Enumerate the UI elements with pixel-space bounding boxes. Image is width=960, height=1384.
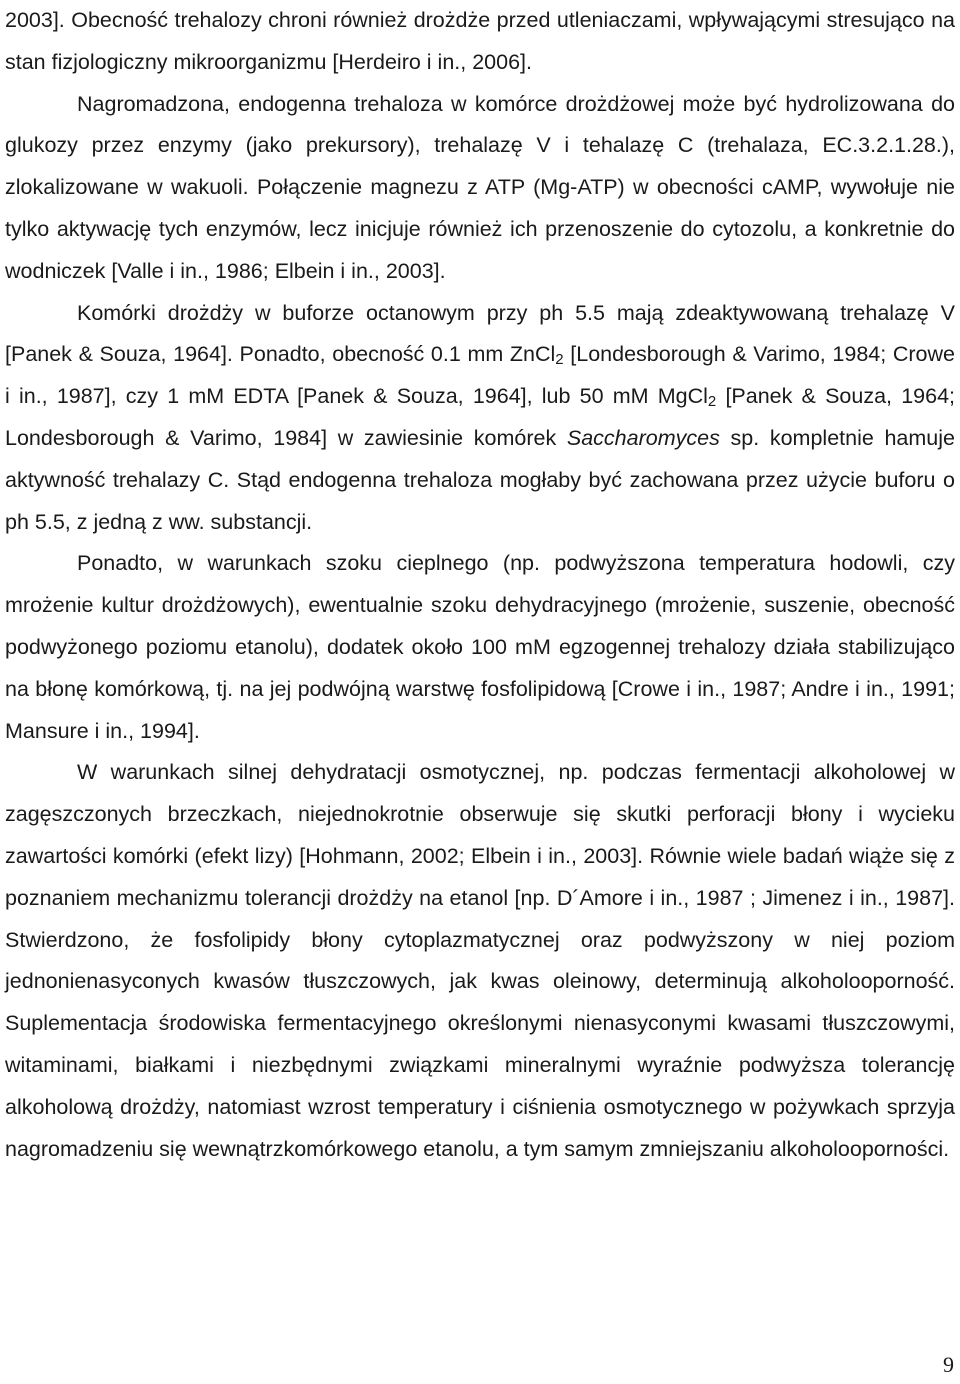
italic-genus-name: Saccharomyces: [566, 425, 720, 450]
paragraph-3-text-c: [Panek & Souza, 1964; Londesborough & Varimo, 1984] w zawiesinie komórek: [5, 384, 955, 450]
paragraph-3-text-a: Komórki drożdży w buforze octanowym przy ph 5.5 mają zdeaktywowaną trehalazę V [Panek & Souza, 1964]. Ponadto, obecność 0.1 mm ZnCl: [5, 300, 955, 367]
subscript-2: 2: [555, 351, 564, 369]
paragraph-2: [5, 84, 955, 293]
paragraph-3-text-d: sp. kompletnie hamuje aktywność trehalazy C. Stąd endogenna trehaloza mogłaby być zachowana przez użycie buforu o ph 5.5, z jedną z ww. substancji.: [5, 425, 955, 534]
paragraph-3-text-b: [Londesborough & Varimo, 1984; Crowe i in., 1987], czy 1 mM EDTA [Panek & Souza, 1964], lub 50 mM MgCl: [5, 342, 955, 409]
paragraph-1-text: 2003]. Obecność trehalozy chroni również drożdże przed utleniaczami, wpływającymi stresująco na stan fizjologiczny mikroorganizmu [Herdeiro i in., 2006].: [5, 8, 955, 74]
paragraph-4: [5, 543, 955, 752]
paragraph-5: [5, 752, 955, 1170]
subscript-2: 2: [707, 393, 717, 411]
paragraph-3: [5, 293, 955, 544]
paragraph-5-text: W warunkach silnej dehydratacji osmotycznej, np. podczas fermentacji alkoholowej w zagęszczonych brzeczkach, niejednokrotnie obserwuje się skutki perforacji błony i wycieku zawartości komórki (efekt lizy) [Hohmann, 2002; Elbein i in., 2003]. Równie wiele badań wiąże się z poznaniem mechanizmu tolerancji drożdży na etanol [np. D´Amore i in., 1987 ; Jimenez i in., 1987]. Stwierdzono, że fosfolipidy błony cytoplazmatycznej oraz podwyższony w niej poziom jednonienasyconych kwasów tłuszczowych, jak kwas oleinowy, determinują alkoholooporność. Suplementacja środowiska fermentacyjnego określonymi nienasyconymi kwasami tłuszczowymi, witaminami, białkami i niezbędnymi związkami mineralnymi wyraźnie podwyższa tolerancję alkoholową drożdży, natomiast wzrost temperatury i ciśnienia osmotycznego w pożywkach sprzyja nagromadzeniu się wewnątrzkomórkowego etanolu, a tym samym zmniejszaniu alkoholooporności.: [5, 760, 955, 1161]
paragraph-1: [5, 0, 955, 84]
paragraph-2-text: Nagromadzona, endogenna trehaloza w komórce drożdżowej może być hydrolizowana do glukozy przez enzymy (jako prekursory), trehalazę V i tehalazę C (trehalaza, EC.3.2.1.28.), zlokalizowane w wakuoli. Połączenie magnezu z ATP (Mg-ATP) w obecności cAMP, wywołuje nie tylko aktywację tych enzymów, lecz inicjuje również ich przenoszenie do cytozolu, a konkretnie do wodniczek [Valle i in., 1986; Elbein i in., 2003].: [5, 91, 955, 283]
document-page: [5, 0, 955, 1170]
page-number: 9: [943, 1352, 954, 1377]
paragraph-4-text: Ponadto, w warunkach szoku cieplnego (np. podwyższona temperatura hodowli, czy mrożenie kultur drożdżowych), ewentualnie szoku dehydracyjnego (mrożenie, suszenie, obecność podwyżonego poziomu etanolu), dodatek około 100 mM egzogennej trehalozy działa stabilizująco na błonę komórkową, tj. na jej podwójną warstwę fosfolipidową [Crowe i in., 1987; Andre i in., 1991; Mansure i in., 1994].: [5, 551, 955, 743]
